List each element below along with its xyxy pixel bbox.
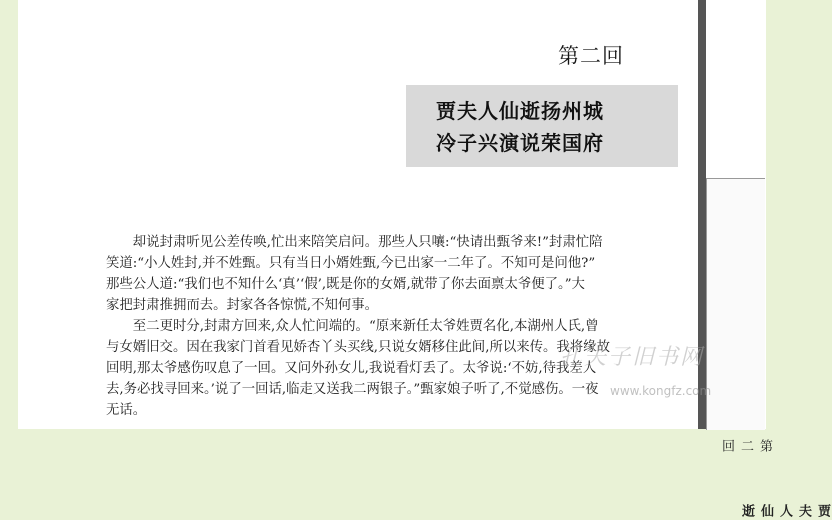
paragraph-line: 笑道:“小人姓封,并不姓甄。只有当日小婿姓甄,今已出家一二年了。不知可是问他?”	[106, 256, 596, 271]
paragraph-line: 去,务必找寻回来。’说了一回话,临走又送我二两银子。”甄家娘子听了,不觉感伤。一夜	[106, 382, 599, 397]
watermark-url: www.kongfz.com	[610, 384, 712, 398]
paragraph-line: 回明,那太爷感伤叹息了一回。又问外孙女儿,我说看灯丢了。太爷说:‘不妨,待我差人	[106, 361, 597, 376]
body-text	[106, 232, 666, 421]
paragraph-line: 与女婿旧交。因在我家门首看见娇杏丫头买线,只说女婿移住此间,所以来传。我将缘故	[106, 340, 610, 355]
chapter-title-line-1: 贾夫人仙逝扬州城	[436, 99, 604, 123]
paragraph-line: 那些公人道:“我们也不知什么‘真’‘假’,既是你的女婿,就带了你去面禀太爷便了。”大	[106, 277, 585, 292]
watermark-text: 孔夫子旧书网	[560, 345, 705, 370]
paragraph-line: 却说封肃听见公差传唤,忙出来陪笑启问。那些人只嚷:“快请出甄爷来!”封肃忙陪	[132, 235, 603, 250]
right-page-fold	[706, 178, 830, 520]
chapter-title-line-2: 冷子兴演说荣国府	[436, 131, 604, 155]
paragraph-line: 至二更时分,封肃方回来,众人忙问端的。“原来新任太爷姓贾名化,本湖州人氏,曾	[132, 319, 599, 334]
right-title-vertical: 贾夫人仙逝	[739, 504, 830, 520]
paragraph-line: 家把封肃推拥而去。封家各各惊慌,不知何事。	[106, 298, 379, 313]
paragraph-line: 无话。	[106, 403, 147, 418]
paragraph-1	[106, 232, 666, 316]
chapter-number: 第二回	[558, 44, 624, 68]
book-page-right	[706, 0, 830, 520]
right-chapter-vertical: 第二回	[719, 439, 772, 455]
chapter-title-box	[406, 85, 678, 167]
